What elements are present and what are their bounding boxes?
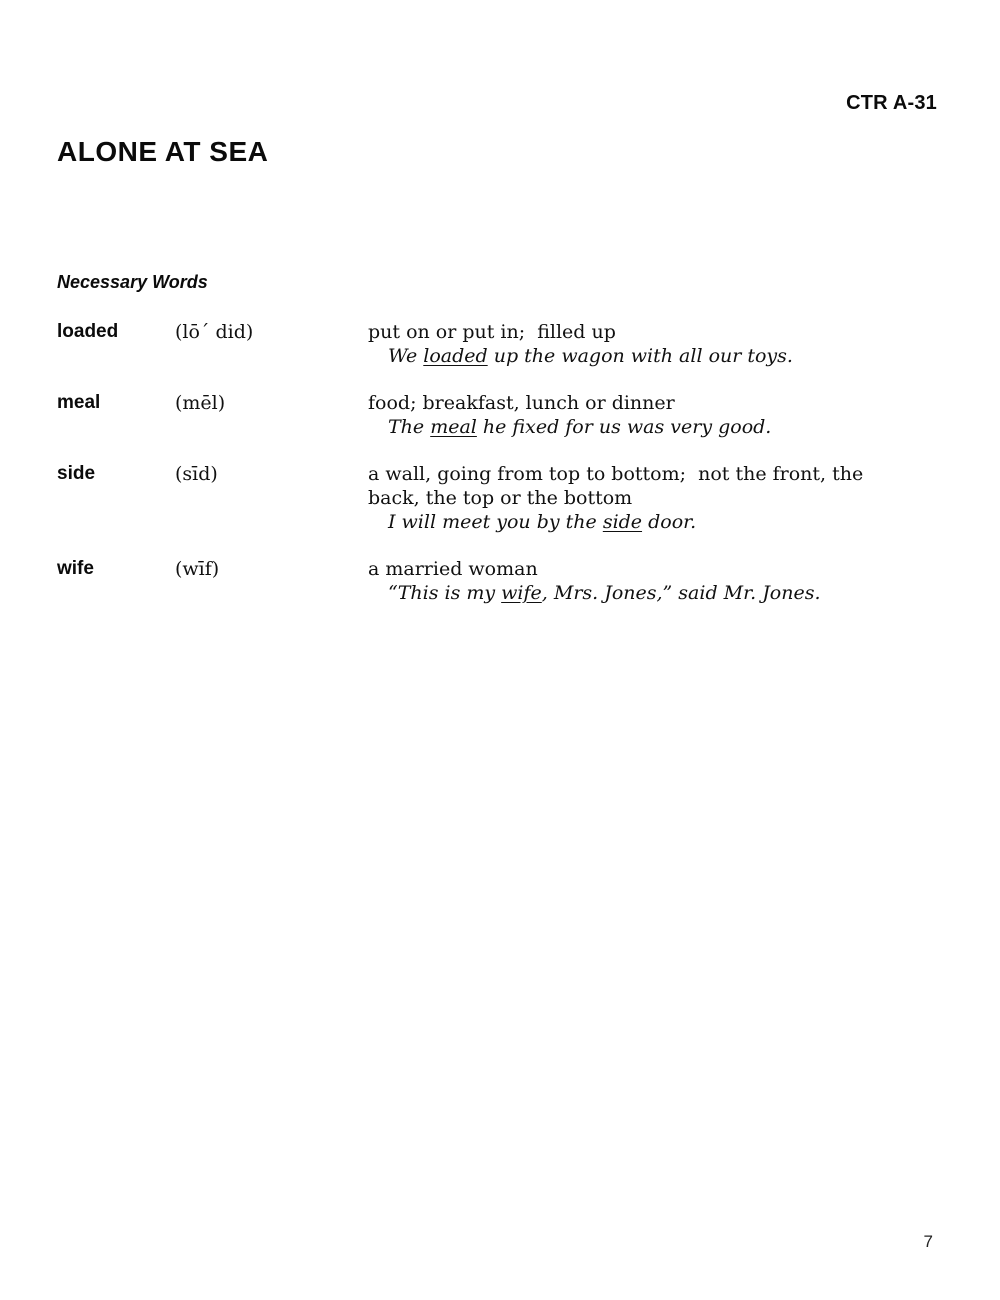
vocabulary-entry — [57, 462, 962, 534]
entry-example — [368, 581, 962, 605]
example-underlined-word: meal — [430, 416, 477, 438]
definition-line: a married woman — [368, 558, 538, 580]
vocabulary-entry — [57, 320, 962, 368]
entry-pronunciation: (wīf) — [175, 558, 220, 580]
example-pre: The — [388, 416, 431, 438]
entry-example — [368, 415, 962, 439]
entry-body — [368, 462, 962, 534]
definition-line: back, the top or the bottom — [368, 487, 633, 509]
entry-word: side — [57, 463, 96, 484]
entry-pronunciation: (mēl) — [175, 392, 226, 414]
example-post: door. — [642, 511, 697, 533]
entry-word: meal — [57, 392, 101, 413]
entry-definition — [368, 320, 962, 344]
entry-body — [368, 320, 962, 368]
example-post: he fixed for us was very good. — [476, 416, 772, 438]
example-underlined-word: wife — [501, 582, 542, 604]
entry-pronunciation: (lō´ did) — [175, 321, 254, 343]
vocabulary-entry — [57, 557, 962, 605]
vocabulary-entry — [57, 391, 962, 439]
entry-word: loaded — [57, 321, 119, 342]
example-post: , Mrs. Jones,” said Mr. Jones. — [541, 582, 821, 604]
header-code: CTR A-31 — [846, 92, 937, 114]
example-underlined-word: side — [602, 511, 643, 533]
entry-example — [368, 510, 962, 534]
definition-line: a wall, going from top to bottom; not the front, the — [368, 463, 864, 485]
entry-definition — [368, 557, 962, 581]
example-underlined-word: loaded — [423, 345, 488, 367]
entry-body — [368, 557, 962, 605]
entry-definition — [368, 391, 962, 415]
example-pre: I will meet you by the — [388, 511, 603, 533]
section-heading: Necessary Words — [57, 272, 208, 292]
entry-body — [368, 391, 962, 439]
example-post: up the wagon with all our toys. — [487, 345, 793, 367]
vocabulary-entries — [57, 320, 962, 628]
page-number: 7 — [923, 1232, 933, 1251]
definition-line: food; breakfast, lunch or dinner — [368, 392, 675, 414]
definition-line: put on or put in; filled up — [368, 321, 616, 343]
page-title: ALONE AT SEA — [57, 136, 269, 167]
entry-definition — [368, 462, 962, 510]
example-pre: “This is my — [388, 582, 502, 604]
entry-example — [368, 344, 962, 368]
example-pre: We — [388, 345, 424, 367]
entry-word: wife — [57, 558, 94, 579]
entry-pronunciation: (sīd) — [175, 463, 218, 485]
